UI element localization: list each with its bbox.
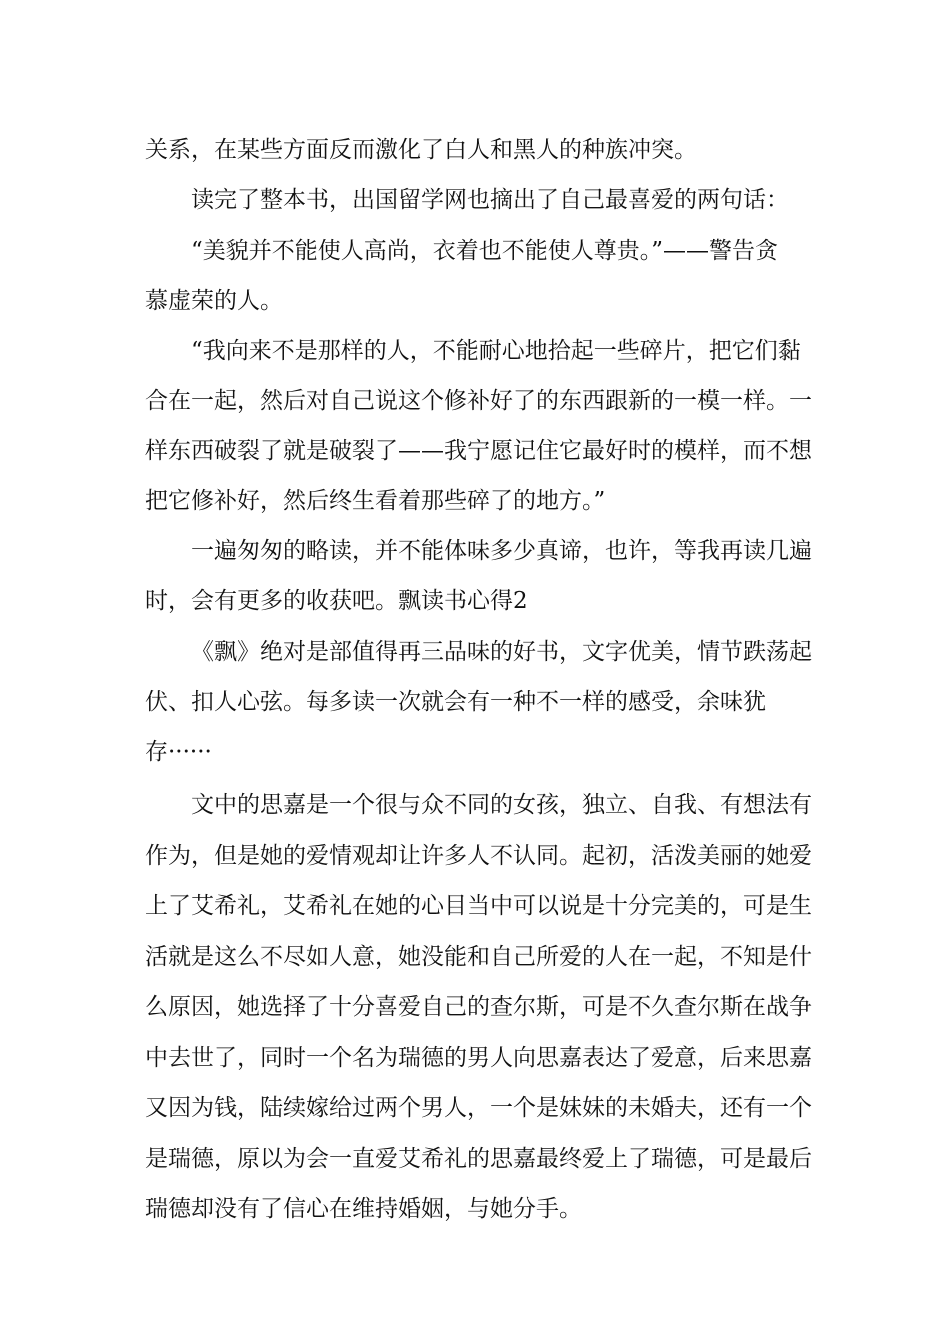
text-line: 上了艾希礼，艾希礼在她的心目当中可以说是十分完美的，可是生 [145,893,812,919]
text-line: 慕虚荣的人。 [145,288,283,314]
text-line: 伏、扣人心弦。每多读一次就会有一种不一样的感受，余味犹 [145,689,766,715]
text-line: 瑞德却没有了信心在维持婚姻，与她分手。 [145,1196,582,1222]
text-line: “美貌并不能使人高尚，衣着也不能使人尊贵。”——警告贪 [191,238,779,264]
text-line: 作为，但是她的爱情观却让许多人不认同。起初，活泼美丽的她爱 [145,843,812,869]
text-line: 样东西破裂了就是破裂了——我宁愿记住它最好时的模样，而不想 [145,438,812,464]
text-line: 合在一起，然后对自己说这个修补好了的东西跟新的一模一样。一 [145,388,812,414]
text-line: 一遍匆匆的略读，并不能体味多少真谛，也许，等我再读几遍 [191,538,812,564]
text-line: 是瑞德，原以为会一直爱艾希礼的思嘉最终爱上了瑞德，可是最后 [145,1146,812,1172]
text-line: 又因为钱，陆续嫁给过两个男人，一个是妹妹的未婚夫，还有一个 [145,1095,812,1121]
text-line: 把它修补好，然后终生看着那些碎了的地方。” [145,488,606,514]
text-line: 文中的思嘉是一个很与众不同的女孩，独立、自我、有想法有 [191,792,812,818]
text-line: 时，会有更多的收获吧。飘读书心得2 [145,588,528,614]
text-line: 中去世了，同时一个名为瑞德的男人向思嘉表达了爱意，后来思嘉 [145,1045,812,1071]
text-line: “我向来不是那样的人，不能耐心地拾起一些碎片，把它们黏 [191,338,801,364]
text-line: 《飘》绝对是部值得再三品味的好书，文字优美，情节跌荡起 [191,639,812,665]
text-line: 么原因，她选择了十分喜爱自己的查尔斯，可是不久查尔斯在战争 [145,994,812,1020]
text-line: 活就是这么不尽如人意，她没能和自己所爱的人在一起，不知是什 [145,944,812,970]
text-line: 存······ [145,739,212,765]
text-line: 读完了整本书，出国留学网也摘出了自己最喜爱的两句话： [191,187,789,213]
text-line: 关系，在某些方面反而激化了白人和黑人的种族冲突。 [145,137,697,163]
